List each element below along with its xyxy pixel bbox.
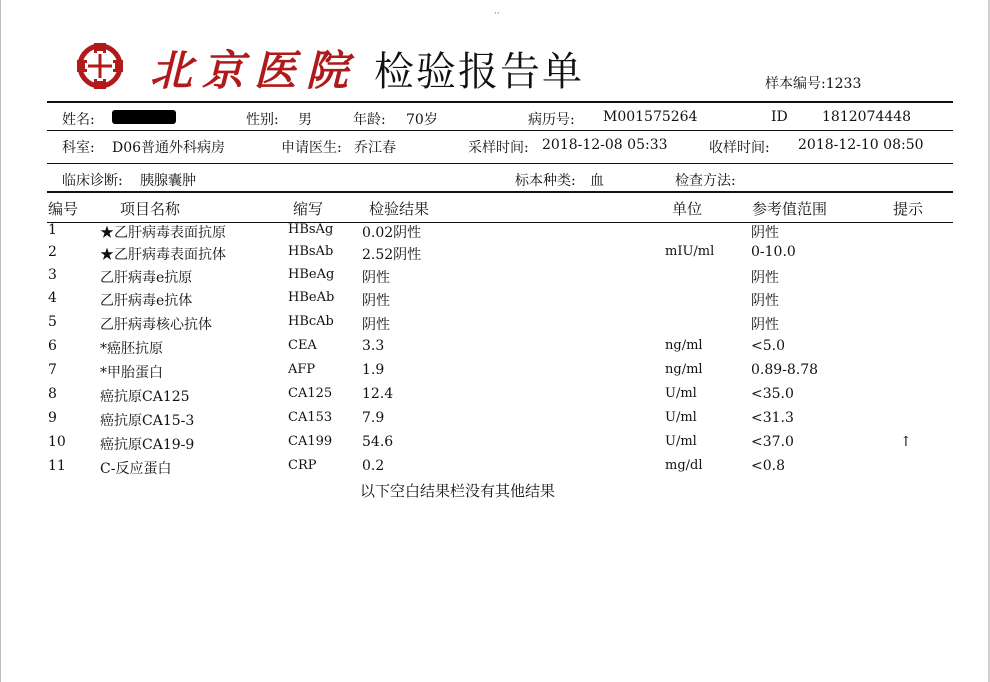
sample-number-label: 样本编号: [765, 76, 826, 92]
col-header-result: 检验结果 [369, 200, 430, 218]
col-header-ref: 参考值范围 [752, 200, 828, 218]
row-name: C-反应蛋白 [100, 461, 172, 477]
row-result: 54.6 [362, 434, 394, 450]
id-label: ID [771, 109, 788, 125]
row-ref: 阴性 [751, 270, 779, 286]
row-hint: ↑ [900, 434, 912, 450]
hospital-logo [74, 40, 126, 92]
doctor-value: 乔江春 [354, 140, 396, 156]
col-header-hint: 提示 [893, 200, 924, 218]
receive-time-value: 2018-12-10 08:50 [798, 137, 924, 153]
dept-label: 科室: [62, 140, 95, 156]
row-result: 阴性 [362, 270, 390, 286]
col-header-name: 项目名称 [120, 200, 181, 218]
row-abbr: AFP [288, 362, 316, 377]
row-ref: 0-10.0 [751, 244, 796, 260]
gender-value: 男 [298, 112, 312, 128]
row-name: 癌抗原CA19-9 [100, 437, 195, 453]
row-no: 1 [48, 222, 57, 238]
row-abbr: CA125 [288, 386, 333, 401]
record-label: 病历号: [528, 112, 575, 128]
row-name: ★乙肝病毒表面抗原 [100, 225, 226, 241]
row-abbr: HBeAg [288, 267, 335, 282]
row-abbr: HBeAb [288, 290, 335, 305]
table-row [0, 410, 990, 432]
table-row [0, 222, 990, 244]
row-unit: U/ml [665, 434, 697, 449]
redacted-name [112, 110, 176, 124]
hospital-name: 北京医院 [150, 46, 359, 95]
sample-number [765, 73, 861, 93]
row-name: ★乙肝病毒表面抗体 [100, 247, 226, 263]
row-unit: ng/ml [665, 338, 703, 353]
row-result: 7.9 [362, 410, 385, 426]
row-result: 阴性 [362, 293, 390, 309]
row-name: 乙肝病毒核心抗体 [100, 317, 212, 333]
row-name: *甲胎蛋白 [100, 365, 163, 381]
diagnosis-label: 临床诊断: [62, 173, 123, 189]
blank-results-note: 以下空白结果栏没有其他结果 [360, 482, 556, 500]
row-ref: <37.0 [751, 434, 794, 450]
row-no: 4 [48, 290, 57, 306]
row-no: 7 [48, 362, 57, 378]
table-row [0, 458, 990, 480]
row-ref: 阴性 [751, 293, 779, 309]
row-name: 癌抗原CA15-3 [100, 413, 195, 429]
row-result: 12.4 [362, 386, 394, 402]
row-unit: mIU/ml [665, 244, 715, 259]
table-row [0, 314, 990, 336]
specimen-value: 血 [590, 173, 604, 189]
row-abbr: CRP [288, 458, 317, 473]
sample-time-label: 采样时间: [468, 140, 529, 156]
age-label: 年龄: [353, 112, 386, 128]
row-unit: U/ml [665, 410, 697, 425]
row-abbr: HBcAb [288, 314, 334, 329]
diagnosis-value: 胰腺囊肿 [140, 173, 196, 189]
table-row [0, 434, 990, 456]
row-no: 6 [48, 338, 57, 354]
dept-value: D06普通外科病房 [112, 140, 226, 156]
row-unit: U/ml [665, 386, 697, 401]
row-result: 0.2 [362, 458, 385, 474]
row-no: 10 [48, 434, 66, 450]
row-no: 5 [48, 314, 57, 330]
row-ref: 阴性 [751, 317, 779, 333]
row-name: 乙肝病毒e抗原 [100, 270, 193, 286]
table-row [0, 338, 990, 360]
report-title: 检验报告单 [374, 49, 584, 95]
col-header-abbr: 缩写 [293, 200, 324, 218]
row-no: 3 [48, 267, 57, 283]
table-row [0, 244, 990, 266]
row-abbr: CEA [288, 338, 317, 353]
row-ref: <35.0 [751, 386, 794, 402]
row-name: 乙肝病毒e抗体 [100, 293, 193, 309]
row-no: 2 [48, 244, 57, 260]
id-value: 1812074448 [822, 109, 912, 125]
row-result: 阴性 [362, 317, 390, 333]
row-no: 9 [48, 410, 57, 426]
row-ref: <5.0 [751, 338, 785, 354]
table-row [0, 267, 990, 289]
row-abbr: CA153 [288, 410, 333, 425]
row-no: 8 [48, 386, 57, 402]
row-no: 11 [48, 458, 66, 474]
table-row [0, 386, 990, 408]
row-abbr: CA199 [288, 434, 333, 449]
row-result: 3.3 [362, 338, 385, 354]
row-abbr: HBsAg [288, 222, 334, 237]
table-row [0, 290, 990, 312]
divider-1 [47, 130, 953, 131]
divider-2 [47, 163, 953, 164]
top-dots: ·· [494, 9, 500, 19]
record-value: M001575264 [603, 109, 698, 125]
row-ref: 阴性 [751, 225, 779, 241]
row-result: 2.52阴性 [362, 247, 422, 263]
row-name: 癌抗原CA125 [100, 389, 190, 405]
table-row [0, 362, 990, 384]
specimen-label: 标本种类: [515, 173, 576, 189]
row-name: *癌胚抗原 [100, 341, 163, 357]
row-ref: <31.3 [751, 410, 794, 426]
sample-number-value: 1233 [825, 76, 862, 92]
row-unit: ng/ml [665, 362, 703, 377]
row-ref: <0.8 [751, 458, 785, 474]
name-label: 姓名: [62, 112, 95, 128]
row-abbr: HBsAb [288, 244, 334, 259]
row-ref: 0.89-8.78 [751, 362, 819, 378]
divider-top [47, 101, 953, 103]
doctor-label: 申请医生: [281, 140, 342, 156]
divider-table-top [47, 191, 953, 193]
col-header-no: 编号 [48, 200, 79, 218]
receive-time-label: 收样时间: [709, 140, 770, 156]
col-header-unit: 单位 [672, 200, 703, 218]
row-unit: mg/dl [665, 458, 703, 473]
gender-label: 性别: [246, 112, 279, 128]
age-value: 70岁 [406, 112, 438, 128]
sample-time-value: 2018-12-08 05:33 [542, 137, 668, 153]
row-result: 1.9 [362, 362, 385, 378]
method-label: 检查方法: [675, 173, 736, 189]
row-result: 0.02阴性 [362, 225, 422, 241]
